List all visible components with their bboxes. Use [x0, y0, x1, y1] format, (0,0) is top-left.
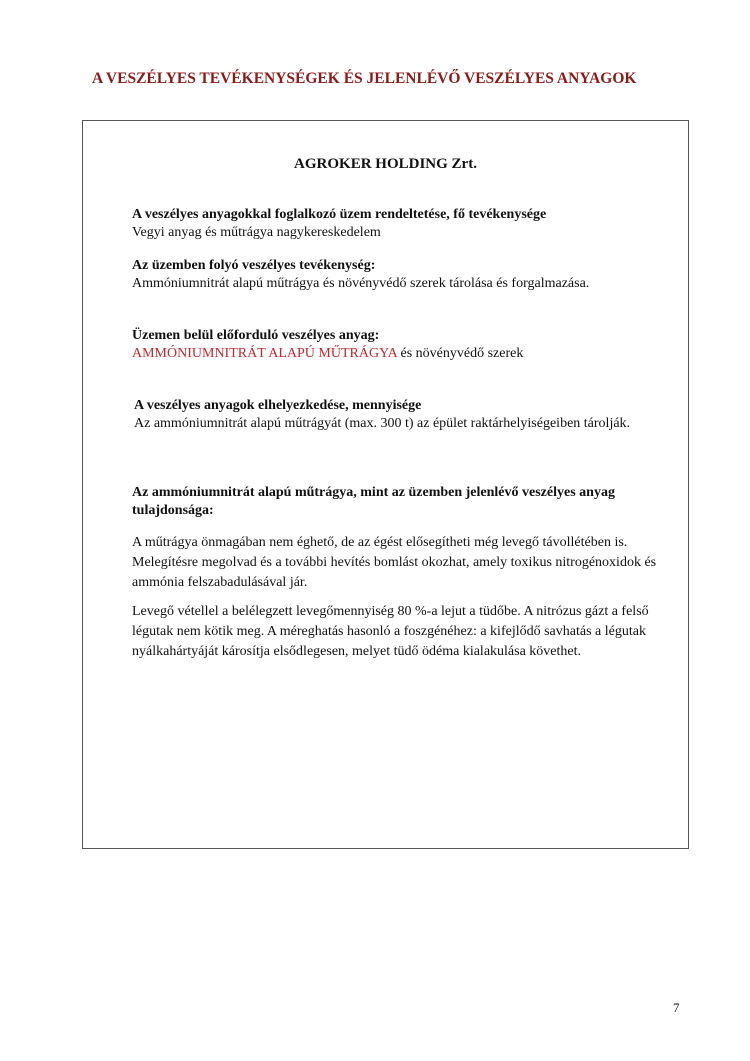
section-heading: A veszélyes anyagok elhelyezkedése, mennyisége: [134, 398, 422, 413]
section-text: Az ammóniumnitrát alapú műtrágyát (max. 300 t) az épület raktárhelyiségeiben tárolják.: [134, 416, 631, 431]
document-title: A VESZÉLYES TEVÉKENYSÉGEK ÉS JELENLÉVŐ VESZÉLYES ANYAGOK: [92, 70, 637, 87]
substance-rest: és növényvédő szerek: [396, 346, 524, 361]
section-activity: [132, 257, 589, 293]
section-text: [132, 345, 523, 363]
content-box: [82, 120, 689, 849]
section-properties-heading: Az ammóniumnitrát alapú műtrágya, mint az üzemben jelenlévő veszélyes anyag tulajdonsága:: [132, 485, 615, 518]
section-heading: Üzemen belül előforduló veszélyes anyag:: [132, 328, 380, 343]
section-text: Ammóniumnitrát alapú műtrágya és növényvédő szerek tárolása és forgalmazása.: [132, 276, 590, 291]
section-heading: Az üzemben folyó veszélyes tevékenység:: [132, 258, 376, 273]
section-substance: [132, 327, 523, 363]
section-text: Vegyi anyag és műtrágya nagykereskedelem: [132, 225, 381, 240]
section-location: [134, 397, 630, 433]
substance-highlight: AMMÓNIUMNITRÁT ALAPÚ MŰTRÁGYA: [132, 346, 397, 361]
section-heading: A veszélyes anyagokkal foglalkozó üzem rendeltetése, fő tevékenysége: [132, 207, 547, 222]
section-purpose: [132, 206, 546, 242]
properties-paragraph-2: Levegő vétellel a belélegzett levegőmennyiség 80 %-a lejut a tüdőbe. A nitrózus gázt a felső légutak nem kötik meg. A méreghatás hasonló a foszgénéhez: a kifejlődő savhatás a légutak nyálkahártyáját károsítja elsődlegesen, melyet tüdő ödéma kialakulása követhet.: [132, 604, 649, 659]
company-name: AGROKER HOLDING Zrt.: [294, 156, 477, 172]
page-number: 7: [673, 1000, 680, 1015]
properties-paragraph-1: A műtrágya önmagában nem éghető, de az égést elősegítheti még levegő távollétében is. Melegítésre megolvad és a további hevítés bomlást okozhat, amely toxikus nitrogénoxidok és ammónia felszabadulásával jár.: [132, 535, 657, 590]
